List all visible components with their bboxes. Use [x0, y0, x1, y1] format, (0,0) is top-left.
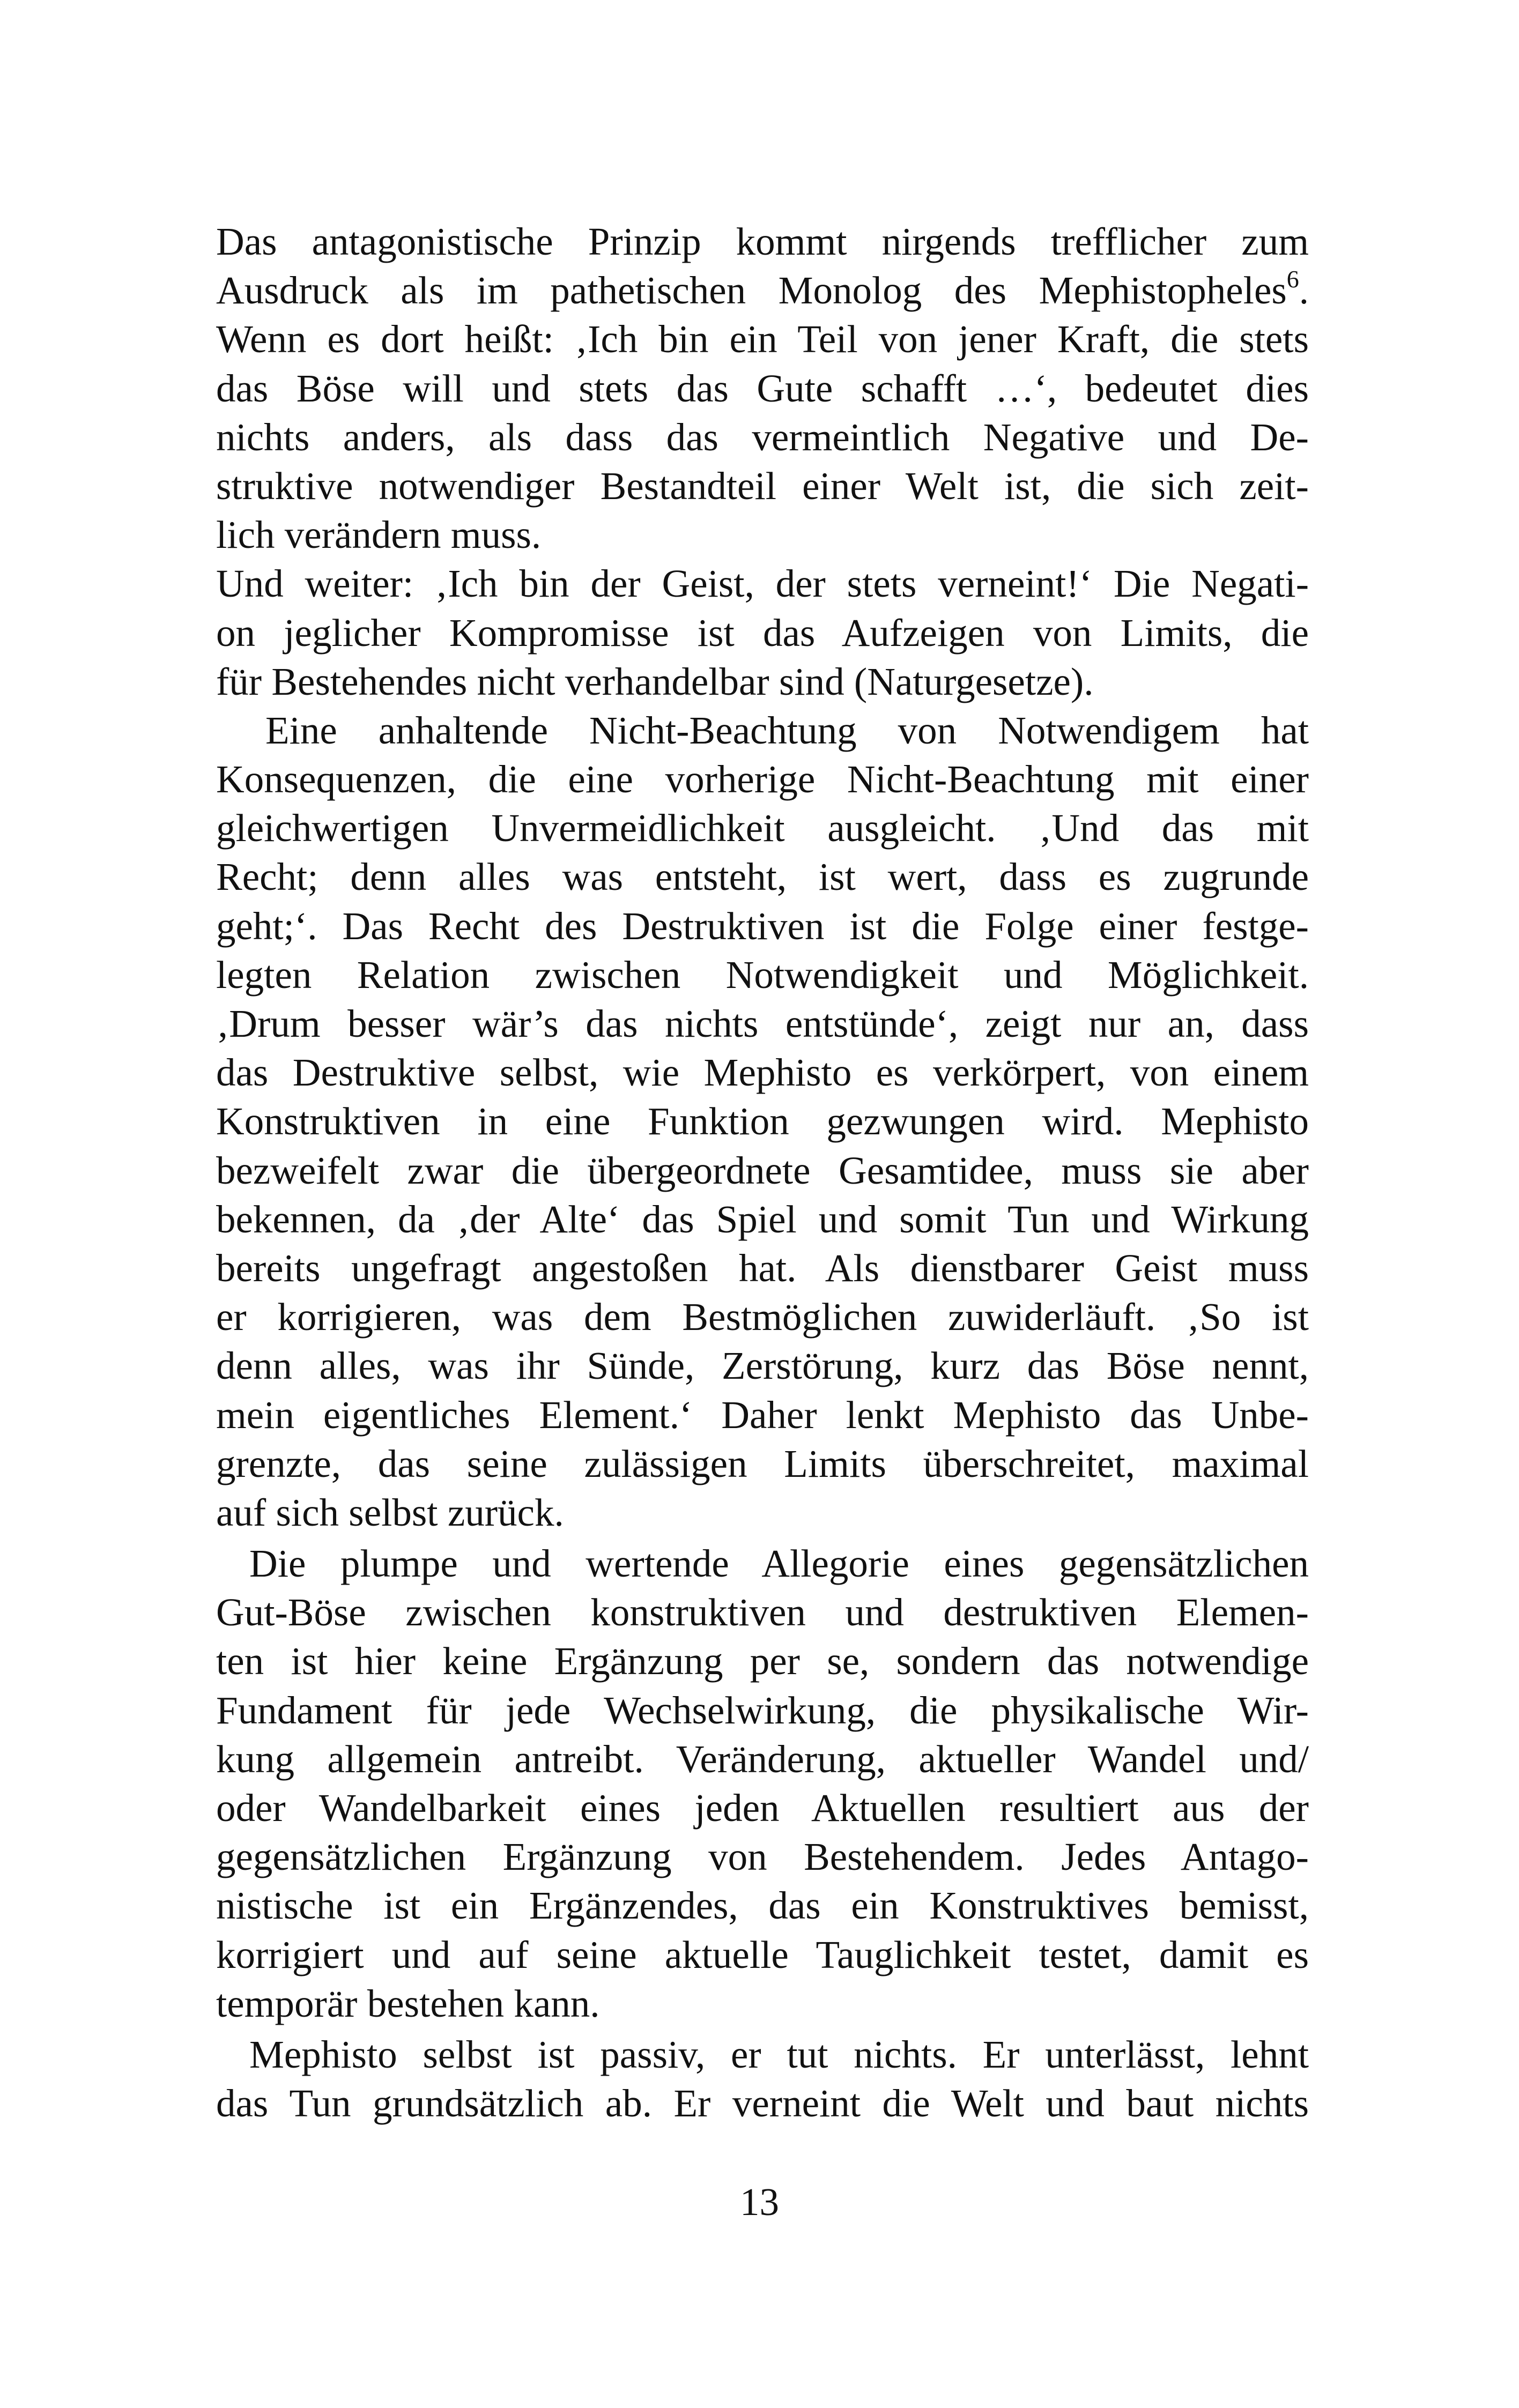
text-line: geht;‘. Das Recht des Destruktiven ist die Folge einer festge- — [216, 904, 1309, 948]
text-line: ‚Drum besser wär’s das nichts entstünde‘, zeigt nur an, dass — [216, 1002, 1309, 1045]
text-line: mein eigentliches Element.‘ Daher lenkt Mephisto das Unbe- — [216, 1393, 1309, 1437]
text-line: lich verändern muss. — [216, 513, 542, 557]
text-fragment: . — [1299, 269, 1309, 313]
text-line: oder Wandelbarkeit eines jeden Aktuellen resultiert aus der — [216, 1786, 1309, 1830]
text-line: denn alles, was ihr Sünde, Zerstörung, kurz das Böse nennt, — [216, 1344, 1309, 1388]
body-text — [216, 217, 1309, 2128]
text-line: struktive notwendiger Bestandteil einer Welt ist, die sich zeit- — [216, 464, 1309, 508]
text-line: für Bestehendes nicht verhandelbar sind (Naturgesetze). — [216, 659, 1094, 703]
paragraph — [216, 559, 1309, 706]
text-line: das Destruktive selbst, wie Mephisto es verkörpert, von einem — [216, 1051, 1309, 1095]
footnote-marker: 6 — [1286, 265, 1299, 293]
text-line: das Tun grundsätzlich ab. Er verneint die Welt und baut nichts — [216, 2082, 1309, 2125]
paragraph — [216, 2030, 1309, 2128]
paragraph — [216, 706, 1309, 1537]
text-fragment: Ausdruck als im pathetischen Monolog des Mephistopheles — [216, 269, 1287, 313]
text-line: er korrigieren, was dem Bestmöglichen zuwiderläuft. ‚So ist — [216, 1295, 1309, 1339]
text-line: Konstruktiven in eine Funktion gezwungen wird. Mephisto — [216, 1099, 1309, 1143]
text-line: Mephisto selbst ist passiv, er tut nichts. Er unterlässt, lehnt — [249, 2032, 1309, 2076]
text-line: nistische ist ein Ergänzendes, das ein Konstruktives bemisst, — [216, 1884, 1309, 1928]
text-line: nichts anders, als dass das vermeintlich Negative und De- — [216, 415, 1309, 459]
text-line: Fundament für jede Wechselwirkung, die physikalische Wir- — [216, 1688, 1309, 1732]
text-line: legten Relation zwischen Notwendigkeit und Möglichkeit. — [216, 953, 1309, 997]
text-line: bereits ungefragt angestoßen hat. Als dienstbarer Geist muss — [216, 1246, 1309, 1290]
text-line: kung allgemein antreibt. Veränderung, aktueller Wandel und/ — [216, 1737, 1309, 1781]
page-number: 13 — [740, 2180, 779, 2224]
paragraph — [216, 1539, 1309, 2028]
text-line: Und weiter: ‚Ich bin der Geist, der stets verneint!‘ Die Negati- — [216, 562, 1309, 606]
text-line: temporär bestehen kann. — [216, 1981, 600, 2025]
text-line: korrigiert und auf seine aktuelle Tauglichkeit testet, damit es — [216, 1933, 1309, 1976]
text-line: ten ist hier keine Ergänzung per se, sondern das notwendige — [216, 1639, 1309, 1683]
text-line: Wenn es dort heißt: ‚Ich bin ein Teil von jener Kraft, die stets — [216, 317, 1309, 361]
text-line: bekennen, da ‚der Alte‘ das Spiel und somit Tun und Wirkung — [216, 1197, 1309, 1241]
text-line: gleichwertigen Unvermeidlichkeit ausgleicht. ‚Und das mit — [216, 806, 1309, 850]
text-line: bezweifelt zwar die übergeordnete Gesamtidee, muss sie aber — [216, 1148, 1309, 1192]
paragraph — [216, 217, 1309, 559]
text-line: das Böse will und stets das Gute schafft …‘, bedeutet dies — [216, 366, 1309, 410]
text-line: on jeglicher Kompromisse ist das Aufzeigen von Limits, die — [216, 611, 1309, 655]
text-line: Eine anhaltende Nicht-Beachtung von Notwendigem hat — [265, 708, 1309, 752]
text-line: Konsequenzen, die eine vorherige Nicht-Beachtung mit einer — [216, 757, 1309, 801]
text-line: Gut-Böse zwischen konstruktiven und destruktiven Elemen- — [216, 1591, 1309, 1634]
text-line — [216, 266, 1309, 315]
text-line: gegensätzlichen Ergänzung von Bestehendem. Jedes Antago- — [216, 1835, 1309, 1879]
text-line: auf sich selbst zurück. — [216, 1490, 564, 1534]
text-line: Die plumpe und wertende Allegorie eines gegensätzlichen — [249, 1542, 1309, 1586]
text-line: Das antagonistische Prinzip kommt nirgends trefflicher zum — [216, 220, 1309, 263]
text-line: grenzte, das seine zulässigen Limits überschreitet, maximal — [216, 1441, 1309, 1485]
text-line: Recht; denn alles was entsteht, ist wert, dass es zugrunde — [216, 855, 1309, 899]
